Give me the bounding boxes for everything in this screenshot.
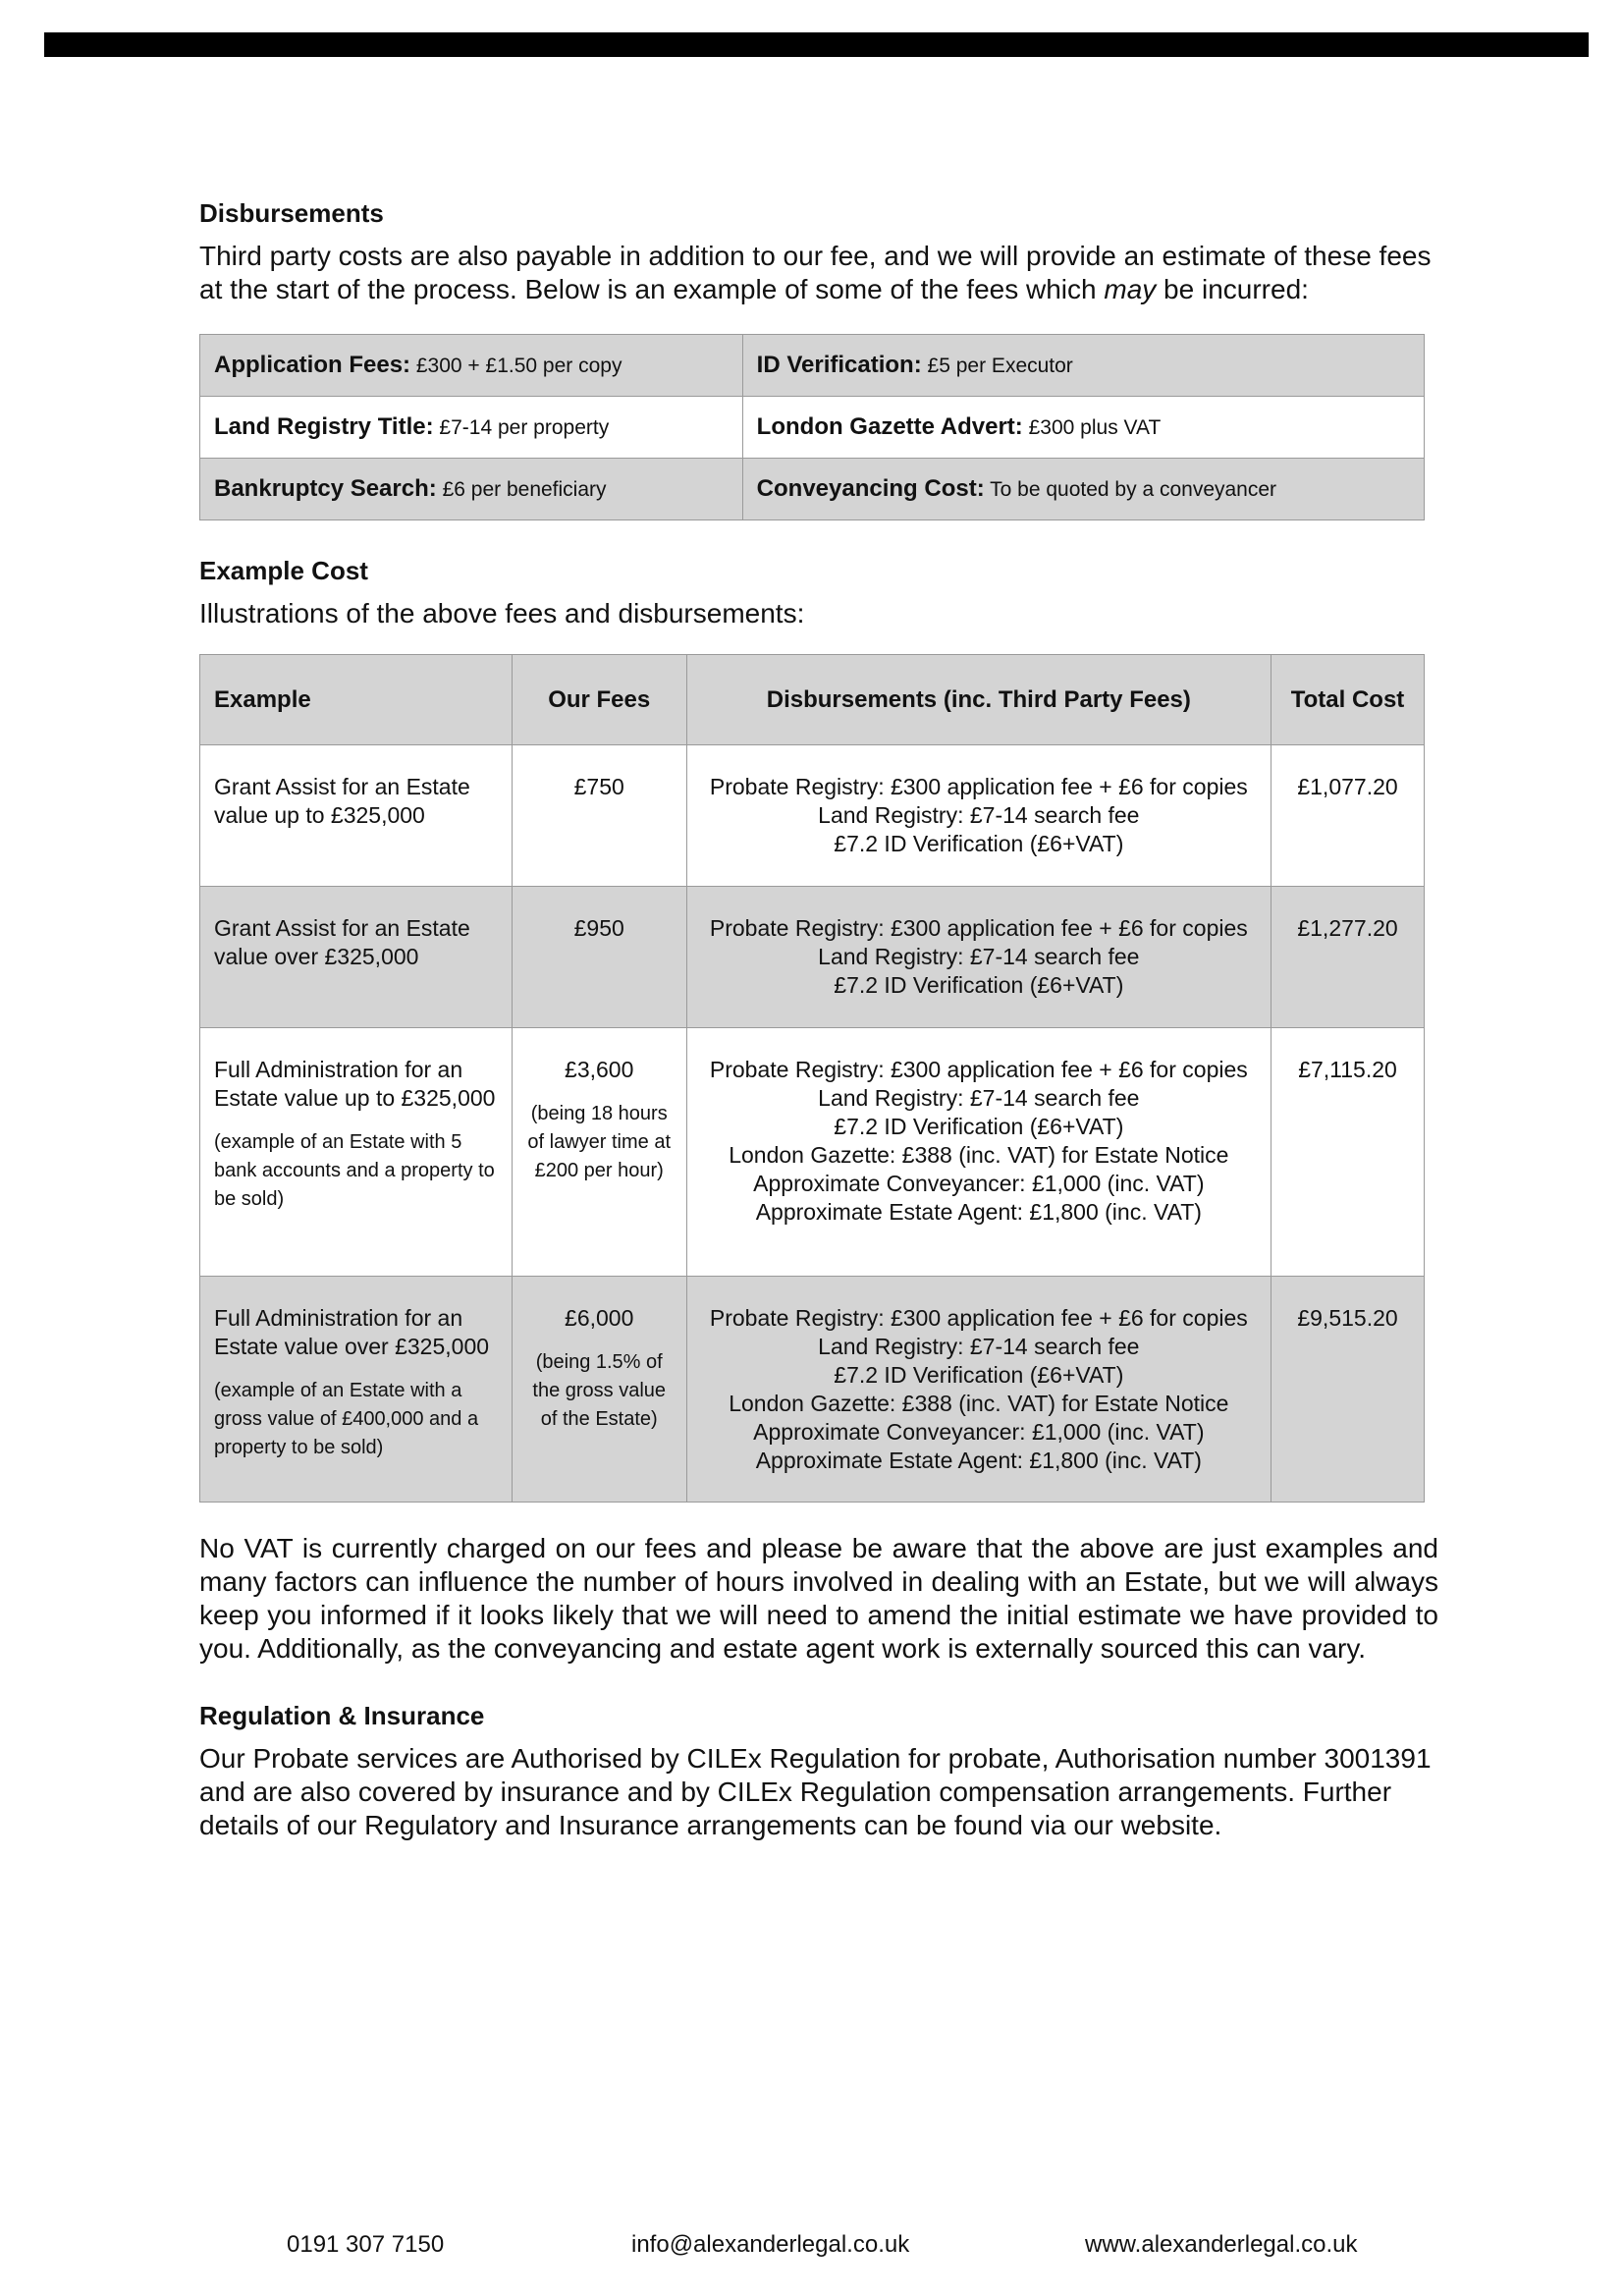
disbursements-intro: Third party costs are also payable in addition to our fee, and we will provide an estimate of these fees at the start of the process. Below is an example of some of the fees which may be incurred:	[199, 241, 1432, 304]
example-note: (example of an Estate with 5 bank accounts and a property to be sold)	[214, 1131, 495, 1210]
vat-note: No VAT is currently charged on our fees and please be aware that the above are just examples and many factors can influence the number of hours involved in dealing with an Estate, but we will always keep you informed if it looks likely that we will need to amend the initial estimate we have provided to you. Additionally, as the conveyancing and estate agent work is externally sourced this can vary.	[199, 1533, 1438, 1664]
total-cell: £7,115.20	[1271, 1028, 1425, 1277]
footer-email: info@alexanderlegal.co.uk	[631, 2231, 910, 2258]
disbursements-cell: Probate Registry: £300 application fee + £6 for copies Land Registry: £7-14 search fee £7.2 ID Verification (£6+VAT)	[686, 745, 1271, 887]
fee-cell: £950	[512, 887, 686, 1028]
regulation-text: Our Probate services are Authorised by CILEx Regulation for probate, Authorisation number 3001391 and are also covered by insurance and by CILEx Regulation compensation arrangements. Further details of our Regulatory and Insurance arrangements can be found via our website.	[199, 1743, 1432, 1840]
example-cost-table	[199, 654, 1425, 1503]
disbursements-cell: Probate Registry: £300 application fee + £6 for copies Land Registry: £7-14 search fee £7.2 ID Verification (£6+VAT) London Gazette: £388 (inc. VAT) for Estate Notice Approximate Conveyancer: £1,000 (inc. VAT) Approximate Estate Agent: £1,800 (inc. VAT)	[686, 1277, 1271, 1503]
example-cost-heading: Example Cost	[199, 556, 368, 585]
column-header-disbursements: Disbursements (inc. Third Party Fees)	[686, 655, 1271, 745]
page-content	[199, 196, 1438, 1842]
disbursements-heading: Disbursements	[199, 198, 384, 228]
footer-website: www.alexanderlegal.co.uk	[1085, 2231, 1358, 2258]
total-cell: £1,277.20	[1271, 887, 1425, 1028]
table-row	[200, 459, 1425, 520]
table-row	[200, 1277, 1425, 1503]
example-cell: Grant Assist for an Estate value over £325,000	[200, 887, 513, 1028]
table-row	[200, 745, 1425, 887]
fee-cell: £750	[512, 745, 686, 887]
disbursement-cell: Application Fees: £300 + £1.50 per copy	[200, 335, 743, 397]
disbursement-cell: Land Registry Title: £7-14 per property	[200, 397, 743, 459]
disbursements-cell: Probate Registry: £300 application fee + £6 for copies Land Registry: £7-14 search fee £7.2 ID Verification (£6+VAT) London Gazette: £388 (inc. VAT) for Estate Notice Approximate Conveyancer: £1,000 (inc. VAT) Approximate Estate Agent: £1,800 (inc. VAT)	[686, 1028, 1271, 1277]
disbursements-cell: Probate Registry: £300 application fee + £6 for copies Land Registry: £7-14 search fee £7.2 ID Verification (£6+VAT)	[686, 887, 1271, 1028]
fee-cell: £6,000 (being 1.5% of the gross value of the Estate)	[512, 1277, 686, 1503]
column-header-total: Total Cost	[1271, 655, 1425, 745]
disbursement-cell: Conveyancing Cost: To be quoted by a conveyancer	[742, 459, 1424, 520]
disbursement-cell: London Gazette Advert: £300 plus VAT	[742, 397, 1424, 459]
disbursements-table	[199, 334, 1425, 520]
fee-cell: £3,600 (being 18 hours of lawyer time at £200 per hour)	[512, 1028, 686, 1277]
disbursement-cell: Bankruptcy Search: £6 per beneficiary	[200, 459, 743, 520]
footer-phone: 0191 307 7150	[287, 2231, 445, 2258]
example-cell: Full Administration for an Estate value over £325,000 (example of an Estate with a gross value of £400,000 and a property to be sold)	[200, 1277, 513, 1503]
example-cost-intro: Illustrations of the above fees and disbursements:	[199, 598, 805, 629]
column-header-example: Example	[200, 655, 513, 745]
regulation-heading: Regulation & Insurance	[199, 1701, 485, 1730]
fee-note: (being 18 hours of lawyer time at £200 per hour)	[527, 1103, 672, 1181]
fee-note: (being 1.5% of the gross value of the Estate)	[532, 1351, 667, 1430]
table-row	[200, 887, 1425, 1028]
column-header-fees: Our Fees	[512, 655, 686, 745]
header-bar	[44, 32, 1589, 57]
example-cell: Full Administration for an Estate value up to £325,000 (example of an Estate with 5 bank accounts and a property to be sold)	[200, 1028, 513, 1277]
example-cell: Grant Assist for an Estate value up to £325,000	[200, 745, 513, 887]
table-row	[200, 397, 1425, 459]
disbursement-cell: ID Verification: £5 per Executor	[742, 335, 1424, 397]
table-row	[200, 335, 1425, 397]
total-cell: £1,077.20	[1271, 745, 1425, 887]
table-header-row	[200, 655, 1425, 745]
example-note: (example of an Estate with a gross value of £400,000 and a property to be sold)	[214, 1380, 479, 1458]
total-cell: £9,515.20	[1271, 1277, 1425, 1503]
table-row	[200, 1028, 1425, 1277]
